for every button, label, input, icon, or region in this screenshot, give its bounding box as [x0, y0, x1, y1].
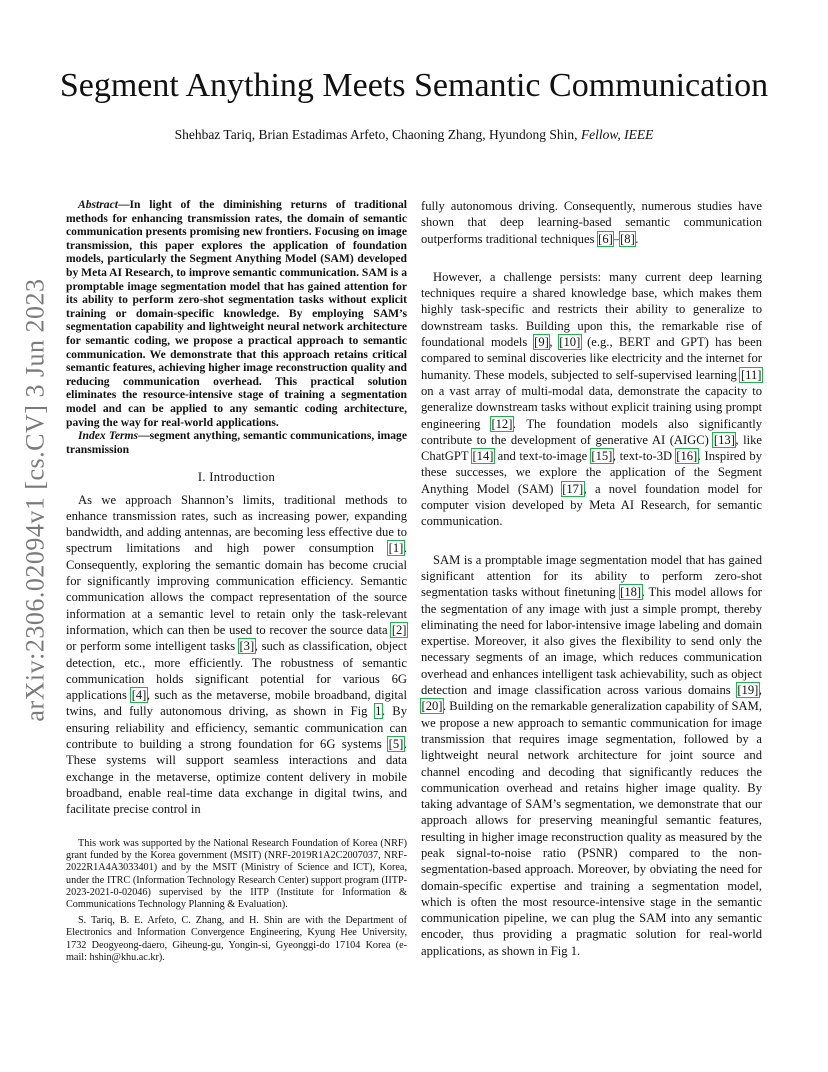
author-line [0, 126, 828, 143]
abstract-lead: Abstract [78, 198, 118, 211]
text-run: . Inspired by these successes, we explore the application of the Segment Anything Model (SAM) [421, 449, 763, 496]
section-heading-introduction: I. Introduction [197, 470, 276, 485]
citation-link[interactable]: [15] [591, 449, 613, 464]
text-run: – [613, 231, 620, 246]
author-suffix: Fellow, IEEE [580, 127, 654, 142]
arxiv-identifier [18, 278, 54, 722]
text-run: (e.g., BERT and GPT) has been compared to seminal discoveries like electricity and the internet for humanity. These models, subjected to self-supervised learning [421, 335, 763, 382]
citation-link[interactable]: [2] [391, 622, 407, 637]
text-run: , such as classification, object detection, etc., more efficiently. The robustness of semantic communication holds significant potential for various 6G applications [66, 639, 407, 703]
text-run: . These systems will support seamless interactions and data exchange in the metaverse, optimize content delivery in mobile broadband, enable real-time data exchange in digital twins, and facilitate precise control in [66, 737, 407, 817]
right-column [421, 198, 762, 959]
text-run: . By ensuring reliability and efficiency, semantic communication can contribute to building a strong foundation for 6G systems [66, 704, 408, 752]
intro-paragraph [66, 492, 407, 818]
right-paragraph-3 [421, 552, 762, 959]
citation-link[interactable]: [10] [559, 335, 581, 350]
text-run: . Consequently, exploring the semantic domain has become crucial for significantly improving communication efficiency. Semantic communication allows the compact representation of the source information at a semantic level to retain only the task-relevant information, which can then be used to recover the source data [66, 541, 407, 637]
abstract-text: —In light of the diminishing returns of traditional methods for enhancing transmission rates, the domain of semantic communication presents promising new frontiers. Focusing on image transmission, this paper explores the application of foundation models, particularly the Segment Anything Model (SAM) developed by Meta AI Research, to improve semantic communication. SAM is a promptable image segmentation model that has gained attention for its ability to perform zero-shot segmentation tasks without explicit training or domain-specific knowledge. By employing SAM’s segmentation capability and lightweight neural network architecture for semantic coding, we propose a practical approach to semantic communication. We demonstrate that this approach retains critical semantic features, achieving higher image reconstruction quality and reducing communication overhead. This practical solution eliminates the resource-intensive stage of training a segmentation model and can be applied to any semantic coding architecture, paving the way for real-world applications. [66, 198, 407, 429]
text-run: , a novel foundation model for computer vision developed by Meta AI Research, for semantic communication. [421, 481, 763, 529]
arxiv-identifier-text: arXiv:2306.02094v1 [cs.CV] 3 Jun 2023 [21, 278, 51, 722]
citation-link[interactable]: [5] [388, 737, 404, 752]
index-terms [66, 429, 407, 456]
text-run: , like ChatGPT [421, 432, 762, 464]
citation-link[interactable]: [18] [620, 585, 642, 600]
right-paragraph-1 [421, 198, 762, 247]
left-column [66, 198, 407, 818]
citation-link[interactable]: [8] [620, 231, 635, 246]
author-names: Shehbaz Tariq, Brian Estadimas Arfeto, Chaoning Zhang, Hyundong Shin, [174, 127, 578, 142]
text-run: , such as the metaverse, mobile broadband, digital twins, and fully autonomous driving, as shown in Fig [66, 688, 407, 719]
paper-title: Segment Anything Meets Semantic Communication [59, 67, 769, 104]
citation-link[interactable]: [13] [713, 432, 735, 447]
citation-link[interactable]: [20] [421, 699, 443, 714]
right-paragraph-2 [421, 269, 762, 530]
footnote-affiliation: S. Tariq, B. E. Arfeto, C. Zhang, and H. Shin are with the Department of Electronics and Information Convergence Engineering, Kyung Hee University, 1732 Deogyeong-daero, Giheung-gu, Yongin-si, Gyeonggi-do 17104 Korea (e-mail: hshin@khu.ac.kr). [66, 915, 407, 963]
citation-link[interactable]: [9] [534, 335, 549, 350]
citation-link[interactable]: [12] [491, 416, 513, 431]
text-run: However, a challenge persists: many current deep learning techniques require a shared knowledge base, which makes them highly task-specific and restricts their ability to generalize to downstream tasks. Building upon this, the remarkable rise of foundational models [421, 269, 762, 350]
text-run: . [635, 231, 639, 246]
text-run: and text-to-image [493, 449, 591, 464]
citation-link[interactable]: [16] [676, 449, 698, 464]
text-run: As we approach Shannon’s limits, traditional methods to enhance transmission rates, such as increasing power, expanding bandwidth, and adding antennas, are becoming less effective due to spectrum limitations and high power consumption [66, 492, 407, 556]
footnotes [66, 838, 407, 968]
text-run: , text-to-3D [612, 449, 676, 464]
citation-link[interactable]: [6] [598, 231, 613, 246]
index-terms-text: —segment anything, semantic communications, image transmission [66, 429, 407, 456]
text-run: on a vast array of multi-modal data, demonstrate the capacity to generalize downstream tasks without explicit training using prompt engineering [421, 383, 762, 431]
text-run: , [758, 683, 762, 698]
citation-link[interactable]: [3] [239, 639, 255, 654]
citation-link[interactable]: [14] [472, 449, 494, 464]
citation-link[interactable]: [19] [737, 683, 759, 698]
text-run: , [549, 335, 559, 350]
text-run: . This model allows for the segmentation of any image with just a simple prompt, thereby eliminating the need for labor-intensive image labeling and domain expertise. Moreover, it also gives the flexibility to send only the necessary segments of an image, which reduces communication overhead and enhances intelligent task achievability, such as object detection and image classification across various domains [421, 585, 762, 698]
text-run: fully autonomous driving. Consequently, numerous studies have shown that deep learning-based semantic communication outperforms traditional techniques [421, 199, 762, 246]
footnote-funding: This work was supported by the National Research Foundation of Korea (NRF) grant funded by the Korea government (MSIT) (NRF-2019R1A2C2007037, NRF-2022R1A4A3033401) and by the MSIT (Ministry of Science and ICT), Korea, under the ITRC (Information Technology Research Center) support program (IITP-2023-2021-0-02046) supervised by the IITP (Institute for Information & Communications Technology Planning & Evaluation). [66, 838, 407, 911]
text-run: SAM is a promptable image segmentation model that has gained significant attention for its ability to perform zero-shot segmentation tasks without finetuning [421, 552, 762, 600]
citation-link[interactable]: [11] [740, 367, 762, 382]
text-run: or perform some intelligent tasks [66, 639, 239, 654]
citation-link[interactable]: [1] [388, 541, 404, 556]
citation-link[interactable]: [4] [131, 688, 147, 703]
text-run: . The foundation models also significantly contribute to the development of generative AI (AIGC) [421, 416, 763, 447]
text-run: . Building on the remarkable generalization capability of SAM, we propose a new approach to semantic communication for image transmission that requires image segmentation, followed by a lightweight neural network architecture for joint source and channel encoding and decoding that significantly reduces the communication overhead and retains higher image quality. By taking advantage of SAM’s segmentation, we demonstrate that our approach allows for preserving meaningful semantic features, resulting in higher image reconstruction quality as measured by the peak signal-to-noise ratio (PSNR) compared to the non-segmentation-based approach. Moreover, by obviating the need for domain-specific expertise and training a segmentation model, which is often the most resource-intensive stage in the semantic communication pipeline, we can plug the SAM into any semantic encoder, thus providing a pragmatic solution for real-world applications, as shown in Fig 1. [421, 699, 762, 958]
index-terms-lead: Index Terms [78, 429, 139, 443]
citation-link[interactable]: 1 [375, 704, 382, 719]
citation-link[interactable]: [17] [562, 481, 584, 496]
abstract [66, 198, 407, 429]
